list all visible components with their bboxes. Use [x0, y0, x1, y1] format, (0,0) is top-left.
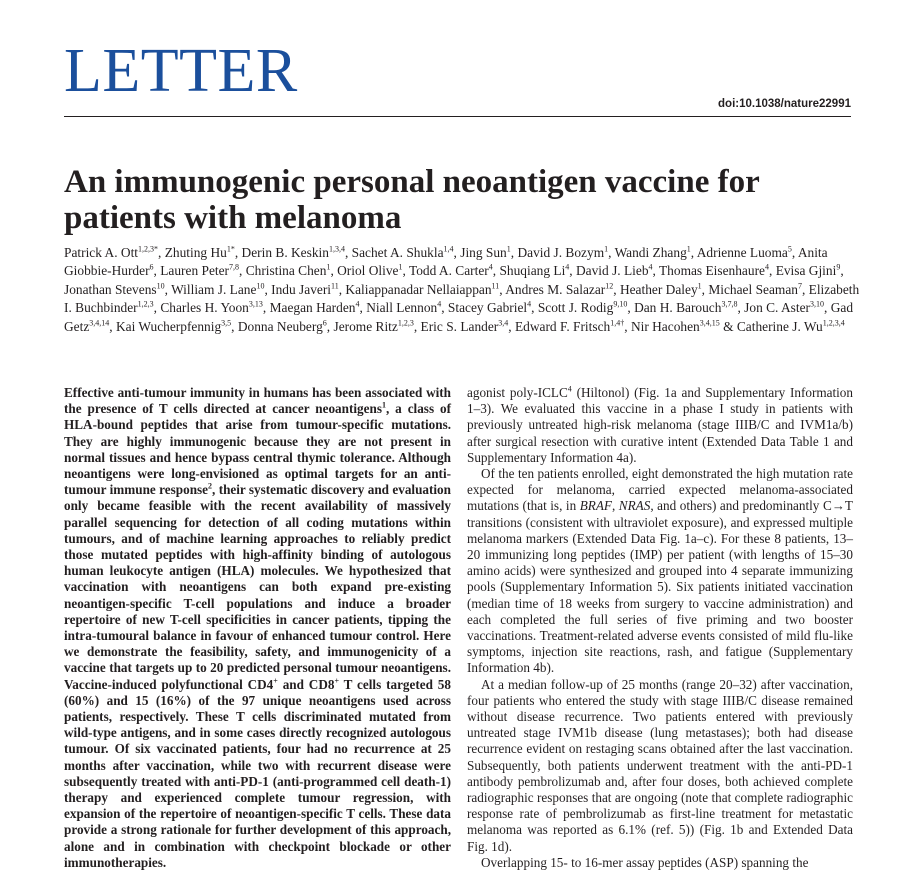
abstract-paragraph	[64, 385, 451, 871]
body-text-span: ,	[611, 498, 619, 514]
author-name[interactable]: Maegan Harden	[269, 300, 356, 316]
author-name[interactable]: Indu Javeri	[271, 281, 332, 297]
author-name[interactable]: Andres M. Salazar	[505, 281, 606, 297]
affiliation-superscript: 7	[797, 281, 802, 291]
author-name[interactable]: Anita Giobbie-Hurder	[64, 245, 828, 279]
author-name[interactable]: Elizabeth I. Buchbinder	[64, 281, 860, 316]
body-text-span: (Hiltonol) (Fig. 1a and Supplementary Information 1–3). We evaluated this vaccine in a phase I study in patients with previously untreated high-risk melanoma (stage IIIB/C and IVM1a/b) after surgical resection with curative intent (Extended Data Table 1 and Supplementary Information 4a).	[467, 385, 853, 465]
body-text-span: Overlapping 15- to 16-mer assay peptides (ASP) spanning the	[481, 854, 809, 870]
affiliation-superscript: 4	[527, 299, 532, 309]
affiliation-superscript: 1	[686, 244, 691, 254]
header-divider	[64, 116, 851, 117]
affiliation-superscript: 4	[355, 299, 360, 309]
author-name[interactable]: Oriol Olive	[337, 263, 399, 279]
affiliation-superscript: 1	[604, 244, 609, 254]
affiliation-superscript: 4	[437, 299, 442, 309]
affiliation-superscript: 1,2,3*	[138, 244, 159, 254]
author-name[interactable]: William J. Lane	[171, 281, 257, 297]
author-name[interactable]: Heather Daley	[619, 281, 698, 297]
affiliation-superscript: 4	[648, 262, 653, 272]
author-name[interactable]: Wandi Zhang	[614, 245, 687, 260]
affiliation-superscript: 1*	[226, 244, 235, 254]
author-name[interactable]: Kai Wucherpfennig	[115, 318, 222, 334]
affiliation-superscript: 12	[605, 281, 614, 291]
author-name[interactable]: Donna Neuberg	[237, 318, 323, 334]
affiliation-superscript: 1,2,3,4	[822, 318, 845, 328]
author-name[interactable]: Thomas Eisenhaure	[659, 263, 765, 279]
author-name[interactable]: Jing Sun	[460, 245, 507, 260]
abstract-text: , their systematic discovery and evaluation only became feasible with the recent availability of massively parallel sequencing for detection of all coding mutations within tumours, and of machine learning approaches to reliably predict those mutated peptides with high-affinity binding of autologous human leukocyte antigen (HLA) molecules. We hypothesized that vaccination with neoantigens can both expand pre-existing neoantigen-specific T-cell populations and induce a broader repertoire of new T-cell specificities in cancer patients, tipping the intra-tumoural balance in favour of enhanced tumour control. Here we demonstrate the feasibility, safety, and immunogenicity of a vaccine that targets up to 20 predicted personal tumour neoantigens. Vaccine-induced polyfunctional CD4	[64, 482, 451, 692]
author-name[interactable]: Jonathan Stevens	[64, 281, 157, 297]
author-name[interactable]: Evisa Gjini	[775, 263, 837, 279]
affiliation-superscript: 6	[322, 318, 327, 328]
affiliation-superscript: 5	[787, 244, 792, 254]
affiliation-superscript: 3,10	[810, 299, 824, 309]
author-list: Patrick A. Ott$^{1,2,3*}$, Zhuting $Hu^{1*}$, Derin B. Keskin$^{1,3,4}$, Sachet A. Shukla$^{1,4}$, Jing Sun$^1$, David J. Bozym$^1$, Wandi Zhang$^1$, Adrienne Luoma$^5$, Anita Giobbie-Hurder$^6$, Lauren Peter$^{7,8}$, Christina Chen$^1$, Oriol Olive$^1$, Todd A. Carter$^4$, Shuqiang Li$^4$, David J. Lieb$^4$, Thomas Eisenhaure$^4$, Evisa Gjini$^9$, Jonathan Stevens$^{10}$, William J. Lane$^{10}$, Indu Javeri$^{11}$, Kaliappanadar Nellaiappan$^{11}$, Andres M. Salazar$^{12}$, Heather Daley$^1$, Michael Seaman$^7$, Elizabeth I. Buchbinder$^{1,2,3}$, Charles H. Yoon$^{3,13}$, Maegan Harden$^4$, Niall Lennon$^4$, Stacey Gabriel$^4$, Scott J. Rodig$^{9,10}$, Dan H. Barouch$^{3,7,8}$, Jon C. Aster$^{3,10}$, Gad Getz$^{3,4,14}$, Kai Wucherpfennig$^{3,5}$, Donna Neuberg$^6$, Jerome Ritz$^{1,2,3}$, Eric S. Lander$^{3,4}$, Edward F. Fritsch$^{1,4\dagger}$, Nir Hacohen$^{3,4,15}$ & Catherine J. Wu$^{1,2,3,4}$	[64, 244, 860, 334]
affiliation-superscript: 1	[326, 262, 331, 272]
superscript: +	[334, 676, 340, 686]
body-text-span: agonist poly-ICLC	[467, 385, 568, 400]
affiliation-superscript: 3,7,8	[721, 299, 738, 309]
affiliation-superscript: 1	[506, 244, 511, 254]
author-name[interactable]: Zhuting Hu	[164, 245, 227, 260]
author-name[interactable]: Shuqiang Li	[499, 263, 566, 279]
author-name[interactable]: Michael Seaman	[708, 281, 798, 297]
affiliation-superscript: 1,3,4	[328, 244, 345, 254]
author-name[interactable]: Charles H. Yoon	[160, 300, 249, 316]
reference-superscript[interactable]: 1	[381, 400, 386, 410]
doi-label[interactable]: doi:10.1038/nature22991	[718, 98, 851, 110]
author-name[interactable]: Stacey Gabriel	[447, 300, 528, 316]
body-text-span: , and others) and predominantly C→T transitions (consistent with ultraviolet exposure), and expressed multiple melanoma markers (Extended Data Fig. 1a–c). For these 8 patients, 13–20 immunizing long peptides (IMP) per patient (with lengths of 15–30 amino acids) were synthesized and grouped into 4 separate immunizing pools (Supplementary Information 5). Six patients initiated vaccination (median time of 18 weeks from surgery to vaccine administration) and each completed the full series of five priming and two booster vaccinations. Treatment-related adverse events consisted of mild flu-like symptoms, injection site reactions, rash, and fatigue (Supplementary Information 4b).	[467, 498, 853, 676]
author-name[interactable]: Niall Lennon	[366, 300, 438, 316]
superscript: +	[273, 676, 278, 686]
affiliation-superscript: 4	[565, 262, 570, 272]
gene-name: BRAF	[579, 498, 612, 514]
affiliation-superscript: 11	[491, 281, 500, 291]
body-paragraph	[467, 677, 853, 855]
gene-name: NRAS	[618, 498, 651, 514]
author-name[interactable]: Sachet A. Shukla	[351, 245, 444, 260]
affiliation-superscript: 3,13	[248, 299, 263, 309]
section-label: LETTER	[64, 37, 298, 105]
author-name[interactable]: Derin B. Keskin	[241, 245, 329, 260]
author-name[interactable]: Christina Chen	[245, 263, 327, 279]
author-name[interactable]: Scott J. Rodig	[537, 300, 614, 316]
author-name[interactable]: Edward F. Fritsch	[514, 318, 611, 334]
affiliation-superscript: 3,4,15	[699, 318, 720, 328]
author-name[interactable]: Adrienne Luoma	[696, 245, 788, 260]
author-name[interactable]: Patrick A. Ott	[64, 245, 139, 260]
author-name[interactable]: Kaliappanadar Nellaiappan	[345, 281, 492, 297]
author-name[interactable]: Nir Hacohen	[630, 318, 700, 334]
abstract-text: , a class of HLA-bound peptides that arise from tumour-specific mutations. They are highly immunogenic because they are not present in normal tissues and hence bypass central thymic tolerance. Although neoantigens were long-envisioned as optimal targets for an anti-tumour immune response	[64, 401, 451, 498]
body-paragraph	[467, 466, 853, 677]
author-name[interactable]: Dan H. Barouch	[634, 300, 722, 316]
body-text-span: At a median follow-up of 25 months (range 20–32) after vaccination, four patients who entered the study with stage IIIB/C disease remained without disease recurrence. Two patients entered with previously untreated stage IVM1b disease (lung metastases); both had disease recurrence evident on restaging scans obtained after the last vaccination. Subsequently, both patients underwent treatment with the anti-PD-1 antibody pembrolizumab and, after four doses, both achieved complete radiographic responses that are ongoing (note that complete radiographic response rate of pembrolizumab as first-line treatment for metastatic melanoma was reported as 6.1% (ref. 5)) (Fig. 1b and Extended Data Fig. 1d).	[467, 676, 853, 854]
author-name[interactable]: Lauren Peter	[160, 263, 230, 279]
author-name[interactable]: Jerome Ritz	[333, 318, 398, 334]
affiliation-superscript: 3,4	[498, 318, 509, 328]
affiliation-superscript: 9	[836, 262, 841, 272]
affiliation-superscript: 4	[488, 262, 493, 272]
affiliation-superscript: 7,8	[229, 262, 240, 272]
author-name[interactable]: Gad Getz	[64, 300, 854, 334]
body-text	[467, 385, 853, 871]
affiliation-superscript: 11	[331, 281, 339, 291]
affiliation-superscript: 1	[697, 281, 702, 291]
author-name[interactable]: Catherine J. Wu	[736, 318, 823, 334]
affiliation-superscript: 1,4	[443, 244, 454, 254]
affiliation-superscript: 4	[764, 262, 769, 272]
affiliation-superscript: 3,4,14	[89, 318, 110, 328]
body-paragraph	[467, 855, 853, 871]
affiliation-superscript: 1,2,3	[397, 318, 414, 328]
affiliation-superscript: 9,10	[613, 299, 628, 309]
affiliation-superscript: 10	[256, 281, 265, 291]
affiliation-superscript: 1,4†	[610, 318, 625, 328]
abstract-text: and CD8	[277, 676, 335, 692]
body-text-span: Of the ten patients enrolled, eight demonstrated the high mutation rate expected for melanoma, carried expected melanoma-associated mutations (that is, in	[467, 466, 853, 514]
reference-superscript[interactable]: 4	[567, 384, 572, 394]
author-name[interactable]: Jon C. Aster	[744, 300, 810, 316]
abstract-text: Effective anti-tumour immunity in humans has been associated with the presence of T cells directed at cancer neoantigens	[64, 385, 451, 417]
abstract-text: T cells targeted 58 (60%) and 15 (16%) of the 97 unique neoantigens used across patients, respectively. These T cells discriminated mutated from wild-type antigens, and in some cases directly recognized autologous tumour. Of six vaccinated patients, four had no recurrence at 25 months after vaccination, while two with recurrent disease were subsequently treated with anti-PD-1 (anti-programmed cell death-1) therapy and experienced complete tumour regression, with expansion of the repertoire of neoantigen-specific T cells. These data provide a strong rationale for further development of this approach, alone and in combination with checkpoint blockade or other immunotherapies.	[64, 676, 451, 870]
affiliation-superscript: 1	[398, 262, 403, 272]
body-paragraph	[467, 385, 853, 466]
author-name[interactable]: David J. Bozym	[517, 245, 605, 260]
author-name[interactable]: Todd A. Carter	[408, 263, 489, 279]
section-header	[64, 37, 298, 105]
affiliation-superscript: 3,5	[221, 318, 232, 328]
affiliation-superscript: 6	[149, 262, 154, 272]
reference-superscript[interactable]: 2	[208, 481, 213, 491]
author-name[interactable]: David J. Lieb	[576, 263, 649, 279]
abstract	[64, 385, 451, 871]
author-name[interactable]: Eric S. Lander	[420, 318, 499, 334]
affiliation-superscript: 1,2,3	[137, 299, 154, 309]
affiliation-superscript: 10	[156, 281, 165, 291]
article-title: An immunogenic personal neoantigen vaccine for patients with melanoma	[64, 164, 760, 236]
